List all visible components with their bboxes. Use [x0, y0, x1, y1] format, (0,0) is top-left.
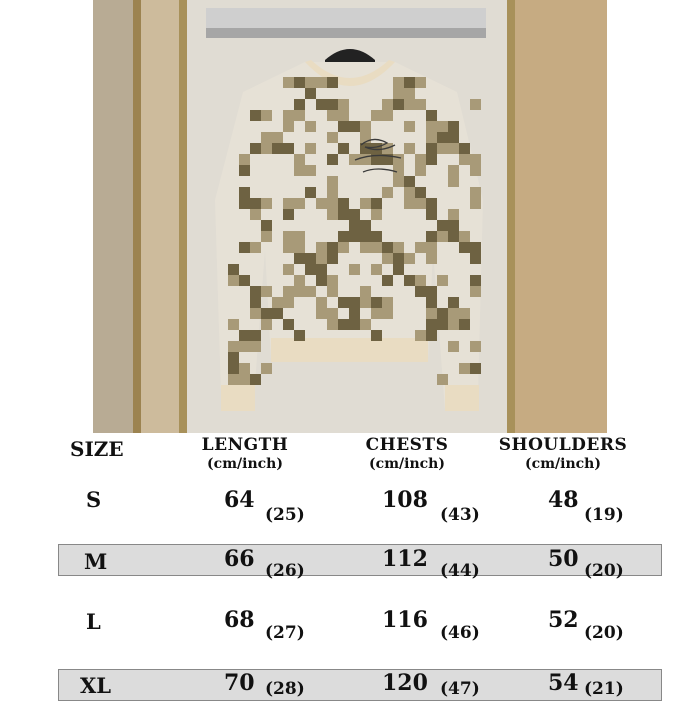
chest-cm: 112 [382, 546, 428, 572]
shoulder-in: (19) [584, 505, 624, 525]
table-row [0, 669, 700, 701]
chests-title: CHESTS [365, 435, 449, 455]
shoulders-unit: (cm/inch) [525, 456, 601, 472]
chest-cm: 116 [382, 607, 428, 633]
size-header: SIZE [70, 437, 124, 461]
table-row [0, 485, 700, 525]
length-in: (25) [265, 505, 305, 525]
shoulder-cm: 50 [548, 546, 579, 572]
length-cm: 70 [224, 670, 255, 696]
sweater-illustration [93, 0, 607, 433]
table-row [0, 607, 700, 643]
product-photo [93, 0, 607, 433]
shoulder-cm: 52 [548, 607, 579, 633]
shoulder-in: (20) [584, 561, 624, 581]
length-cm: 66 [224, 546, 255, 572]
table-row [0, 545, 700, 581]
length-cm: 64 [224, 487, 255, 513]
shoulders-header [498, 435, 628, 472]
size-label: S [86, 487, 102, 512]
size-label: M [84, 549, 108, 574]
length-header [190, 435, 300, 472]
chest-in: (47) [440, 679, 480, 699]
shoulder-in: (21) [584, 679, 624, 699]
chest-in: (44) [440, 561, 480, 581]
chest-cm: 120 [382, 670, 428, 696]
shoulders-title: SHOULDERS [498, 435, 628, 455]
shoulder-cm: 54 [548, 670, 579, 696]
length-in: (27) [265, 623, 305, 643]
chest-in: (46) [440, 623, 480, 643]
chest-in: (43) [440, 505, 480, 525]
chest-cm: 108 [382, 487, 428, 513]
length-in: (26) [265, 561, 305, 581]
shoulder-cm: 48 [548, 487, 579, 513]
chests-header [352, 435, 462, 472]
chests-unit: (cm/inch) [369, 456, 445, 472]
length-cm: 68 [224, 607, 255, 633]
length-in: (28) [265, 679, 305, 699]
length-unit: (cm/inch) [207, 456, 283, 472]
size-label: XL [80, 673, 112, 698]
size-chart [0, 433, 700, 700]
shoulder-in: (20) [584, 623, 624, 643]
size-label: L [86, 609, 101, 634]
length-title: LENGTH [201, 435, 289, 455]
